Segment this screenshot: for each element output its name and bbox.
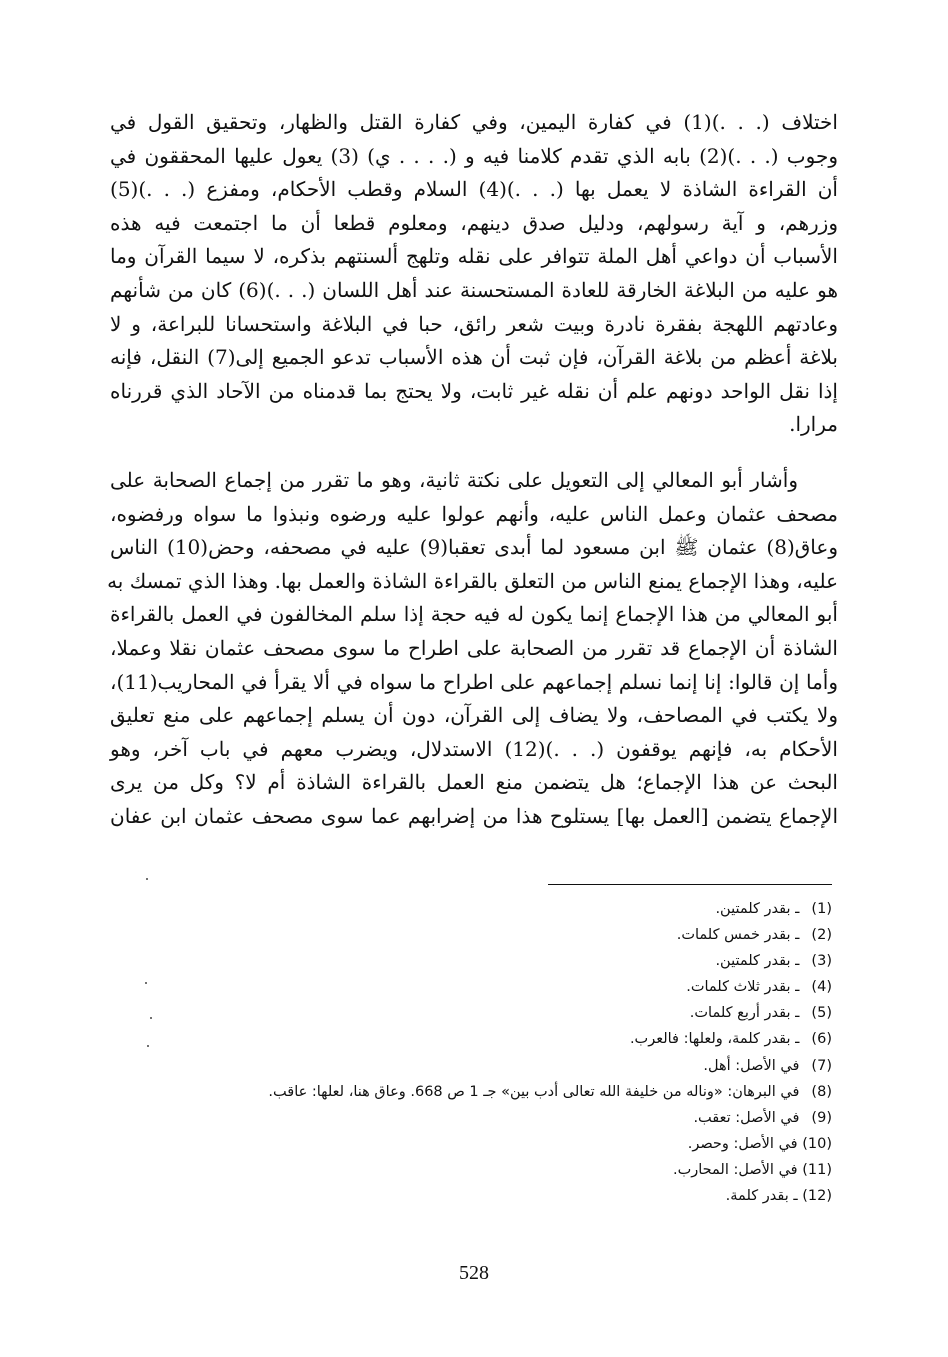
paragraph-1 bbox=[110, 106, 838, 442]
footnote bbox=[150, 1026, 832, 1052]
footnote bbox=[150, 1183, 832, 1209]
footnote bbox=[150, 974, 832, 1000]
text-line: إذا نقل الواحد دونهم علم أن نقله غير ثابت، ولا يحتج بما قدمناه من الآحاد الذي قررناه bbox=[110, 378, 838, 403]
text-line: أن القراءة الشاذة لا يعمل بها (. . .)(4) السلام وقطب الأحكام، ومفزع (. . .)(5) bbox=[110, 177, 838, 202]
footnote-text: في الأصل: وحصر. bbox=[687, 1135, 798, 1152]
footnote-number: (10) bbox=[802, 1135, 832, 1152]
text-line: الإجماع يتضمن [العمل بها] يستلوح هذا من إضرابهم عما سوى مصحف عثمان ابن عفان bbox=[110, 803, 838, 828]
footnote-text: ـ بقدر كلمة. bbox=[725, 1188, 798, 1205]
footnote-text: في الأصل: أهل. bbox=[703, 1057, 800, 1074]
scan-speck bbox=[146, 878, 148, 880]
footnote bbox=[150, 1053, 832, 1079]
footnote bbox=[150, 948, 832, 974]
text-line: بلاغة أعظم من بلاغة القرآن، فإن ثبت أن هذه الأسباب تدعو الجميع إلى(7) النقل، فإنه bbox=[110, 345, 838, 370]
footnote-text: ـ بقدر كلمتين. bbox=[715, 953, 800, 970]
footnote bbox=[150, 896, 832, 922]
footnote-text: في الأصل: المحارب. bbox=[673, 1161, 798, 1178]
footnote-text: في البرهان: «وناله من خليفة الله تعالى أدب بين» جـ 1 ص 668. وعاق هنا، لعلها: عاقب. bbox=[268, 1083, 800, 1100]
text-line: الأحكام به، فإنهم يوقفون (. . .)(12) الاستدلال، ويضرب معهم في باب آخر، وهو bbox=[110, 736, 838, 761]
text-line: وأما إن قالوا: إنا إنما نسلم إجماعهم على اطراح ما سواه في ألا يقرأ في المحاريب(11)، bbox=[110, 669, 838, 694]
text-line: عليه، وهذا الإجماع يمنع الناس من التعلق بالقراءة الشاذة والعمل بها. وهذا الذي تمسك به bbox=[107, 568, 838, 593]
footnote-text: ـ بقدر كلمة، ولعلها: فالعرب. bbox=[629, 1031, 800, 1048]
text-line: وأشار أبو المعالي إلى التعويل على نكتة ثانية، وهو ما تقرر من إجماع الصحابة على bbox=[110, 467, 798, 492]
footnotes bbox=[150, 896, 832, 1209]
footnote bbox=[150, 1079, 832, 1105]
scan-speck bbox=[147, 1045, 149, 1047]
footnote-number: (1) bbox=[811, 901, 832, 917]
footnote bbox=[150, 922, 832, 948]
footnote-number: (9) bbox=[811, 1109, 832, 1126]
text-line: مرارا. bbox=[789, 412, 838, 437]
text-line: وجوب (. . .)(2) بابه الذي تقدم كلامنا فيه و (. . . . ي) (3) يعول عليها المحققون في bbox=[110, 143, 838, 168]
footnote-text: في الأصل: تعقب. bbox=[693, 1109, 800, 1126]
text-line: البحث عن هذا الإجماع؛ هل يتضمن منع العمل بالقراءة الشاذة أم لا؟ وكل من يرى bbox=[110, 770, 838, 795]
main-text bbox=[107, 106, 838, 833]
footnote-number: (4) bbox=[811, 979, 832, 996]
scan-speck bbox=[150, 1017, 152, 1019]
page-number: 528 bbox=[459, 1262, 489, 1284]
footnote-number: (11) bbox=[802, 1161, 832, 1178]
text-line: أبو المعالي من هذا الإجماع إنما يكون له فيه حجة إذا سلم المخالفون في العمل بالقراءة bbox=[110, 602, 838, 627]
text-line: وعاق(8) عثمان ﷺ ابن مسعود لما أبدى تعقبا(9) عليه في مصحفه، وحض(10) الناس bbox=[110, 535, 838, 560]
text-line: وعادتهم اللهجة بفقرة نادرة وبيت شعر رائق، حبا في البلاغة واستحسانا للبراعة، و لا bbox=[110, 311, 838, 336]
footnote-number: (12) bbox=[802, 1188, 832, 1205]
footnote-text: ـ بقدر أربع كلمات. bbox=[689, 1005, 800, 1022]
text-line: مصحف عثمان وعمل الناس عليه، وأنهم عولوا عليه ورضوه ونبذوا ما سواه ورفضوه، bbox=[110, 501, 838, 526]
text-line: اختلاف (. . .)(1) في كفارة اليمين، وفي كفارة القتل والظهار، وتحقيق القول في bbox=[110, 110, 838, 134]
footnote-text: ـ بقدر كلمتين. bbox=[715, 901, 800, 917]
footnote bbox=[150, 1131, 832, 1157]
text-line: هو عليه من البلاغة الخارقة للعادة المستحسنة عند أهل اللسان (. . .)(6) كان من شأنهم bbox=[110, 277, 838, 302]
text-line: الأسباب أن دواعي أهل الملة تتوافر على نقله وتلهج ألسنتهم بذكره، لا سيما القرآن وما bbox=[110, 244, 838, 269]
text-line: وزرهم، و آية رسولهم، ودليل صدق دينهم، ومعلوم قطعا أن ما اجتمعت فيه هذه bbox=[110, 210, 838, 235]
footnote-separator bbox=[548, 884, 832, 885]
footnote bbox=[150, 1105, 832, 1131]
footnote-number: (3) bbox=[811, 953, 832, 970]
scan-speck bbox=[145, 982, 147, 984]
paragraph-2 bbox=[107, 464, 838, 834]
footnote-number: (8) bbox=[811, 1083, 832, 1100]
footnote-number: (5) bbox=[811, 1005, 832, 1022]
footnote bbox=[150, 1157, 832, 1183]
footnote-number: (7) bbox=[811, 1057, 832, 1074]
text-line: الشاذة أن الإجماع قد تقرر من الصحابة على اطراح ما سوى مصحف عثمان نقلا وعملا، bbox=[110, 635, 838, 660]
footnote-number: (2) bbox=[811, 927, 832, 944]
footnote-text: ـ بقدر ثلاث كلمات. bbox=[686, 979, 800, 996]
footnote bbox=[150, 1000, 832, 1026]
text-line: ولا يكتب في المصاحف، ولا يضاف إلى القرآن، دون أن يسلم إجماعهم على منع تعليق bbox=[110, 703, 838, 728]
footnote-number: (6) bbox=[811, 1031, 832, 1048]
footnote-text: ـ بقدر خمس كلمات. bbox=[676, 927, 800, 944]
